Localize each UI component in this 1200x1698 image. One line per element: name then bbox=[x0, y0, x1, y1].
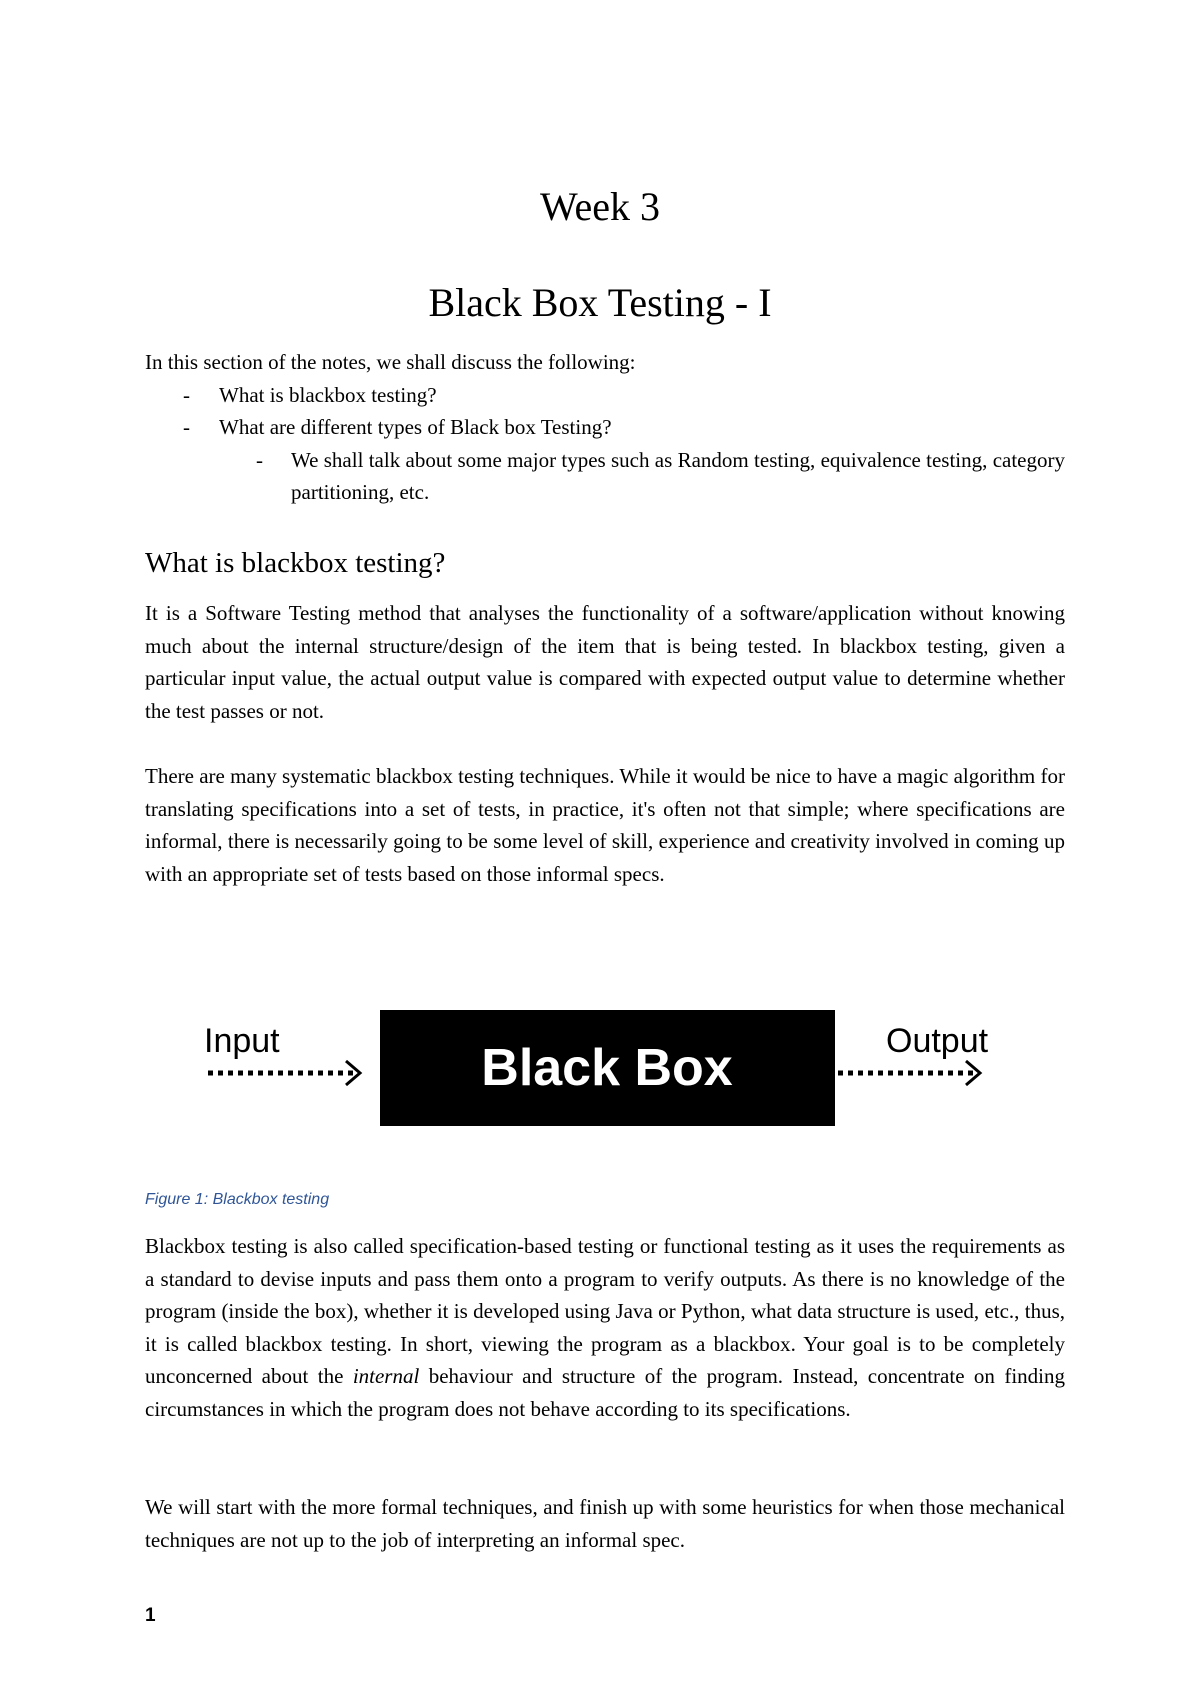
paragraph-next-steps: We will start with the more formal techniques, and finish up with some heuristics for when those mechanical techniques are not up to the job of interpreting an informal spec. bbox=[145, 1495, 1065, 1552]
topic-list bbox=[145, 379, 1065, 444]
list-item bbox=[145, 379, 1065, 412]
bullet-dash: - bbox=[183, 382, 190, 407]
input-label: Input bbox=[204, 1022, 280, 1060]
list-item-text: What is blackbox testing? bbox=[219, 382, 437, 407]
paragraph-techniques: There are many systematic blackbox testing techniques. While it would be nice to have a magic algorithm for translating specifications into a set of tests, in practice, it's often not that simple; where specifications are informal, there is necessarily going to be some level of skill, experience and creativity involved in coming up with an appropriate set of tests based on those informal specs. bbox=[145, 764, 1065, 886]
document-title: Black Box Testing - I bbox=[428, 280, 772, 325]
sub-topic-list bbox=[145, 444, 1065, 509]
bullet-dash: - bbox=[256, 447, 263, 472]
black-box-label: Black Box bbox=[481, 1039, 733, 1097]
paragraph-definition: It is a Software Testing method that analyses the functionality of a software/application without knowing much about the internal structure/design of the item that is being tested. In blackbox testing, given a particular input value, the actual output value is compared with expected output value to determine whether the test passes or not. bbox=[145, 601, 1065, 723]
paragraph-specification-based bbox=[145, 1230, 1065, 1425]
output-label: Output bbox=[886, 1022, 989, 1060]
paragraph-text: Blackbox testing is also called specification-based testing or functional testing as it uses the requirements as a standard to devise inputs and pass them onto a program to verify outputs. As there is no knowledge of the program (inside the box), whether it is developed using Java or Python, what data structure is used, etc., thus, it is called blackbox testing. In short, viewing the program as a blackbox. Your goal is to be completely unconcerned about the bbox=[145, 1234, 1065, 1388]
list-item bbox=[145, 411, 1065, 444]
figure-caption: Figure 1: Blackbox testing bbox=[145, 1191, 330, 1208]
bullet-dash: - bbox=[183, 415, 190, 439]
emphasis-text: internal bbox=[352, 1364, 420, 1388]
list-item-text: We shall talk about some major types such as Random testing, equivalence testing, category partitioning, etc. bbox=[291, 447, 1065, 504]
list-item-text: What are different types of Black box Testing? bbox=[219, 415, 612, 439]
list-item bbox=[145, 444, 1065, 509]
page-number: 1 bbox=[145, 1605, 156, 1626]
section-heading: What is blackbox testing? bbox=[145, 547, 446, 579]
intro-lead: In this section of the notes, we shall discuss the following: bbox=[145, 350, 636, 374]
week-title: Week 3 bbox=[539, 184, 661, 229]
intro-section bbox=[145, 346, 1065, 509]
blackbox-diagram bbox=[196, 990, 1026, 1130]
paragraph-text: behaviour and structure of the program. Instead, concentrate on finding circumstances in which the program does not behave according to its specifications. bbox=[145, 1364, 1065, 1421]
